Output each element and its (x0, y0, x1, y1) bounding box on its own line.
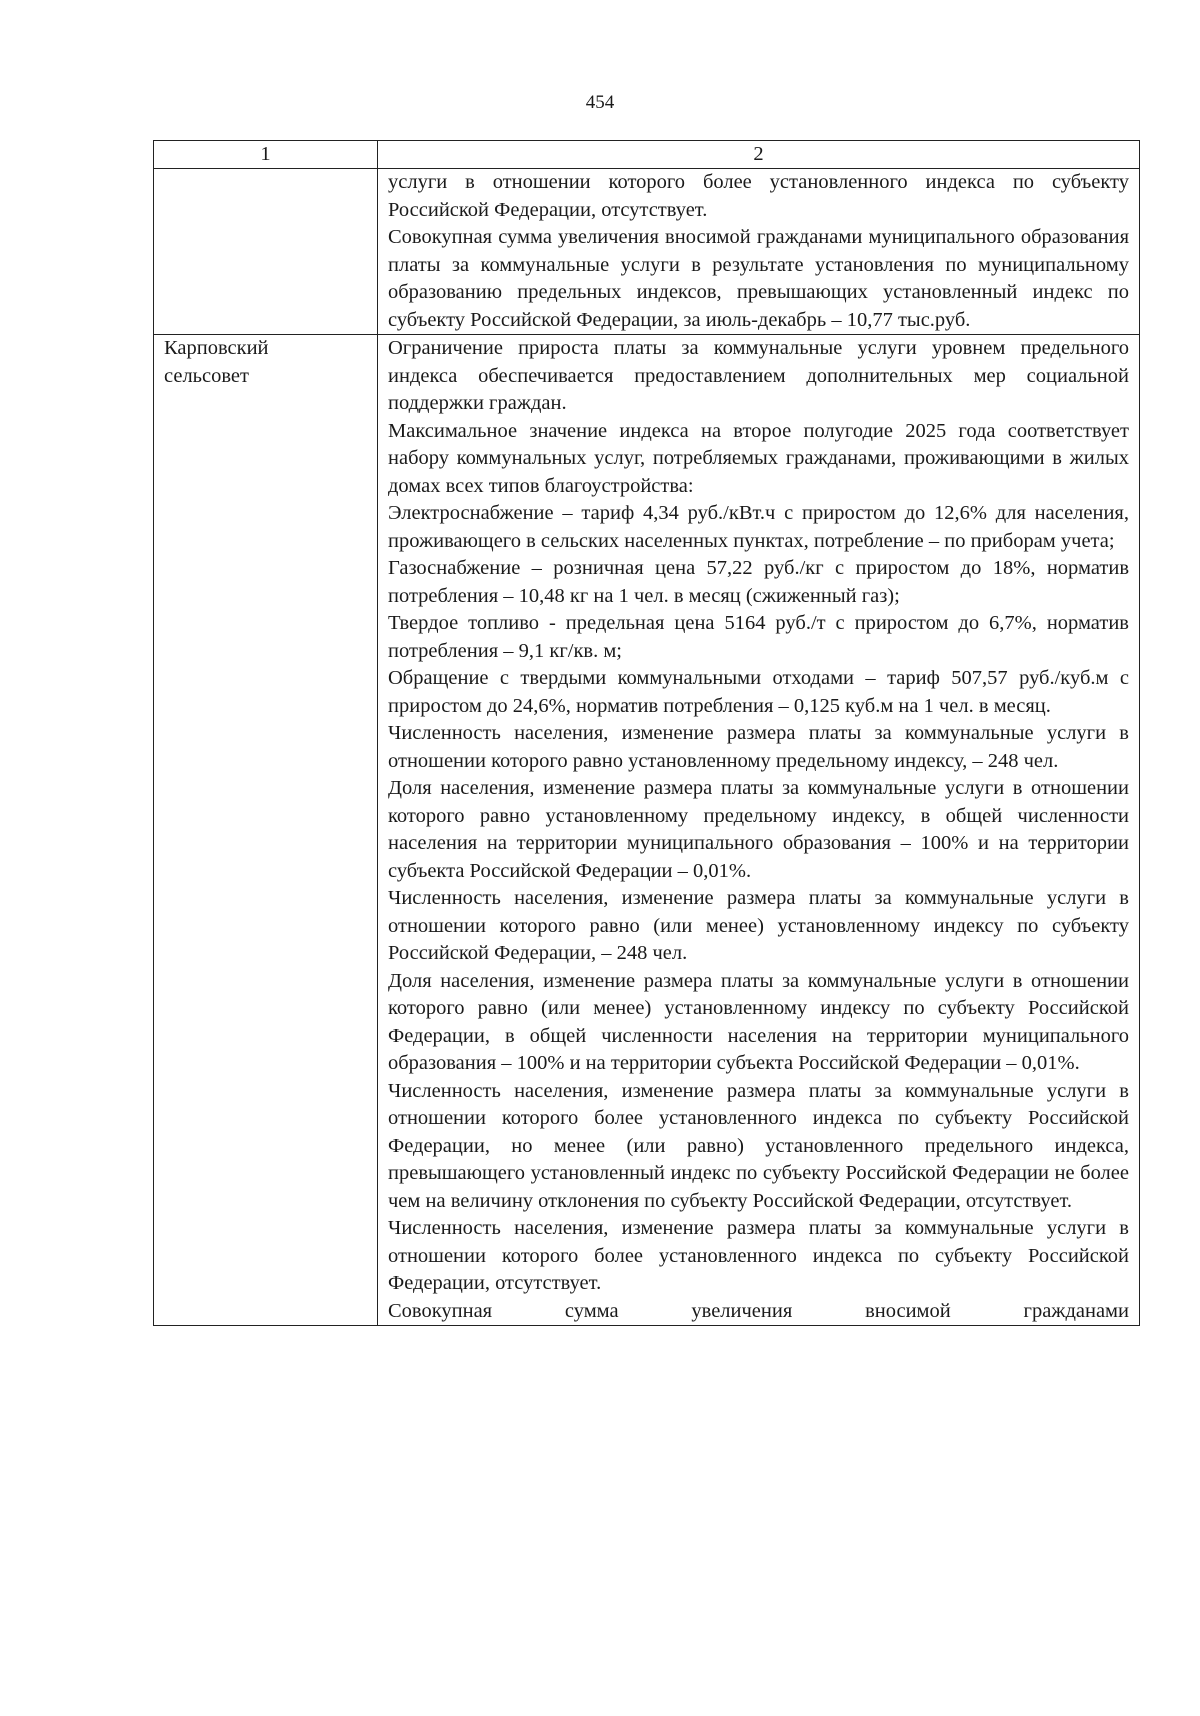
paragraph: Доля населения, изменение размера платы за коммунальные услуги в отношении которого равно установленному предельному индексу, в общей численности населения на территории муниципального образования – 100% и на территории субъекта Российской Федерации – 0,01%. (388, 777, 1129, 882)
paragraph: Электроснабжение – тариф 4,34 руб./кВт.ч с приростом до 12,6% для населения, проживающего в сельских населенных пунктах, потребление – по приборам учета; (388, 502, 1129, 552)
paragraph-continued: Совокупная сумма увеличения вносимой гражданами (388, 1299, 1129, 1322)
paragraph: Численность населения, изменение размера платы за коммунальные услуги в отношении которого более установленного индекса по субъекту Российской Федерации, но менее (или равно) установленного предельного индекса, превышающего установленный индекс по субъекту Российской Федерации не более чем на величину отклонения по субъекту Российской Федерации, отсутствует. (388, 1079, 1129, 1212)
paragraph: Численность населения, изменение размера платы за коммунальные услуги в отношении которого равно (или менее) установленному индексу по субъекту Российской Федерации, – 248 чел. (388, 887, 1129, 964)
paragraph: Численность населения, изменение размера платы за коммунальные услуги в отношении которого равно установленному предельному индексу, – 248 чел. (388, 722, 1129, 772)
table-row (154, 335, 1140, 1326)
row-2-col-1 (154, 335, 378, 1326)
row-2-col-2 (378, 335, 1140, 1326)
row-1-col-2 (378, 169, 1140, 335)
table-header-row (154, 141, 1140, 169)
table-row (154, 169, 1140, 335)
row-1-col-1 (154, 169, 378, 335)
paragraph: Газоснабжение – розничная цена 57,22 руб./кг с приростом до 18%, норматив потребления – 10,48 кг на 1 чел. в месяц (сжиженный газ); (388, 557, 1129, 607)
paragraph: Обращение с твердыми коммунальными отходами – тариф 507,57 руб./куб.м с приростом до 24,6%, норматив потребления – 0,125 куб.м на 1 чел. в месяц. (388, 667, 1129, 717)
document-table (153, 140, 1140, 1326)
paragraph: Ограничение прироста платы за коммунальные услуги уровнем предельного индекса обеспечивается предоставлением дополнительных мер социальной поддержки граждан. (388, 337, 1129, 414)
paragraph: Численность населения, изменение размера платы за коммунальные услуги в отношении которого более установленного индекса по субъекту Российской Федерации, отсутствует. (388, 1217, 1129, 1294)
paragraph: Доля населения, изменение размера платы за коммунальные услуги в отношении которого равно (или менее) установленному индексу по субъекту Российской Федерации, в общей численности населения на территории муниципального образования – 100% и на территории субъекта Российской Федерации – 0,01%. (388, 969, 1129, 1074)
paragraph: Совокупная сумма увеличения вносимой гражданами муниципального образования платы за коммунальные услуги в результате установления по муниципальному образованию предельных индексов, превышающих установленный индекс по субъекту Российской Федерации, за июль-декабрь – 10,77 тыс.руб. (388, 226, 1129, 331)
header-col-2: 2 (378, 141, 1140, 169)
paragraph: Твердое топливо - предельная цена 5164 руб./т с приростом до 6,7%, норматив потребления – 9,1 кг/кв. м; (388, 612, 1129, 662)
municipality-name-line: Карповский (164, 337, 269, 359)
paragraph: услуги в отношении которого более установленного индекса по субъекту Российской Федерации, отсутствует. (388, 171, 1129, 221)
page-number: 454 (585, 92, 615, 113)
paragraph: Максимальное значение индекса на второе полугодие 2025 года соответствует набору коммунальных услуг, потребляемых гражданами, проживающими в жилых домах всех типов благоустройства: (388, 419, 1129, 497)
header-col-1: 1 (154, 141, 378, 169)
municipality-type-line: сельсовет (164, 364, 249, 387)
